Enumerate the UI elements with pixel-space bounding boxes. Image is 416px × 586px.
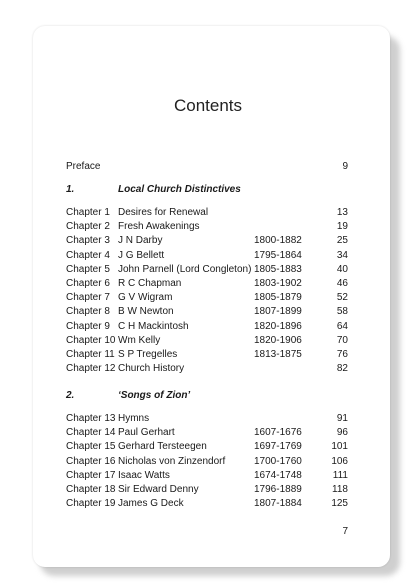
chapter-dates: 1807-1899 [254, 306, 302, 318]
chapter-label: Chapter 19 [66, 498, 116, 510]
chapter-label: Chapter 10 [66, 334, 116, 346]
toc-row [66, 455, 348, 469]
chapter-label: Chapter 11 [66, 349, 115, 360]
chapter-label: Chapter 12 [66, 363, 116, 375]
chapter-label: Chapter 6 [66, 278, 110, 289]
chapter-dates: 1795-1864 [254, 249, 302, 261]
section-number: 2. [66, 390, 75, 401]
chapter-label: Chapter 5 [66, 263, 110, 275]
chapter-title: G V Wigram [118, 292, 173, 304]
chapter-page: 25 [336, 235, 348, 247]
chapter-dates: 1820-1896 [254, 320, 302, 332]
section-title: Local Church Distinctives [118, 184, 241, 195]
preface-label: Preface [66, 161, 101, 172]
chapter-dates: 1820-1906 [254, 334, 302, 346]
chapter-page: 96 [336, 427, 348, 439]
chapter-title: Church History [118, 363, 185, 375]
chapter-dates: 1796-1889 [254, 484, 302, 495]
chapter-dates: 1800-1882 [254, 235, 302, 247]
chapter-page: 52 [336, 292, 348, 304]
toc-row [66, 334, 348, 348]
toc-row [66, 412, 348, 426]
toc-row [66, 206, 348, 220]
chapter-label: Chapter 9 [66, 320, 110, 332]
chapter-dates: 1697-1769 [254, 441, 302, 453]
chapter-page: 106 [331, 455, 348, 467]
toc-row [66, 497, 348, 511]
chapter-title: J G Bellett [118, 249, 165, 261]
toc-row [66, 483, 348, 497]
toc-row [66, 320, 348, 334]
chapter-page: 40 [336, 263, 348, 275]
section-title: ‘Songs of Zion’ [118, 390, 191, 401]
contents-title: Contents [173, 96, 243, 115]
chapter-dates: 1805-1883 [254, 263, 302, 275]
chapter-label: Chapter 8 [66, 306, 110, 318]
toc-row [66, 291, 348, 305]
section-heading [66, 183, 348, 197]
chapter-title: Desires for Renewal [118, 207, 209, 218]
chapter-title: Paul Gerhart [118, 427, 175, 439]
chapter-dates: 1674-1748 [254, 469, 302, 481]
toc-row [66, 277, 348, 291]
chapter-page: 64 [336, 320, 348, 332]
chapter-page: 19 [336, 221, 348, 233]
chapter-title: Fresh Awakenings [118, 221, 200, 233]
chapter-label: Chapter 13 [66, 413, 116, 424]
chapter-title: John Parnell (Lord Congleton) [118, 263, 252, 275]
chapter-page: 118 [332, 484, 348, 495]
chapter-title: Gerhard Tersteegen [118, 441, 207, 453]
chapter-title: Isaac Watts [118, 469, 170, 481]
chapter-label: Chapter 16 [66, 455, 116, 467]
toc-row [66, 348, 348, 362]
toc-row [66, 469, 348, 483]
toc-row [66, 220, 348, 234]
chapter-page: 101 [331, 441, 348, 453]
page-number: 7 [342, 526, 348, 537]
toc-row [66, 249, 348, 263]
chapter-page: 46 [336, 278, 348, 289]
chapter-page: 125 [331, 498, 348, 510]
chapter-label: Chapter 4 [66, 249, 110, 261]
chapter-title: S P Tregelles [118, 349, 178, 360]
chapter-page: 58 [336, 306, 348, 318]
toc-row [66, 263, 348, 277]
chapter-label: Chapter 17 [66, 469, 116, 481]
chapter-label: Chapter 18 [66, 484, 116, 495]
chapter-page: 76 [336, 349, 348, 360]
preface-row [66, 160, 348, 174]
chapter-title: J N Darby [118, 235, 163, 247]
chapter-title: R C Chapman [118, 278, 182, 289]
chapter-title: C H Mackintosh [118, 320, 189, 332]
chapter-title: Hymns [118, 413, 150, 424]
chapter-page: 82 [336, 363, 348, 375]
chapter-title: Nicholas von Zinzendorf [118, 455, 226, 467]
chapter-label: Chapter 2 [66, 221, 110, 233]
toc-row [66, 426, 348, 440]
chapter-label: Chapter 3 [66, 235, 110, 247]
chapter-dates: 1813-1875 [254, 349, 302, 360]
chapter-label: Chapter 7 [66, 292, 110, 304]
chapter-dates: 1807-1884 [254, 498, 302, 510]
section-heading [66, 389, 348, 403]
toc-row [66, 305, 348, 319]
chapter-label: Chapter 1 [66, 207, 110, 218]
chapter-label: Chapter 15 [66, 441, 116, 453]
preface-page: 9 [342, 161, 348, 172]
chapter-page: 13 [336, 207, 348, 218]
chapter-dates: 1803-1902 [254, 278, 302, 289]
chapter-page: 34 [336, 249, 348, 261]
chapter-dates: 1607-1676 [254, 427, 302, 439]
chapter-title: Sir Edward Denny [118, 484, 199, 495]
toc-row [66, 234, 348, 248]
chapter-dates: 1805-1879 [254, 292, 302, 304]
chapter-dates: 1700-1760 [254, 455, 302, 467]
chapter-title: Wm Kelly [118, 334, 161, 346]
chapter-title: B W Newton [118, 306, 174, 318]
section-number: 1. [66, 184, 75, 195]
chapter-page: 111 [332, 469, 348, 481]
toc-row [66, 362, 348, 376]
chapter-title: James G Deck [118, 498, 184, 510]
chapter-label: Chapter 14 [66, 427, 116, 439]
chapter-page: 70 [336, 334, 348, 346]
chapter-page: 91 [336, 413, 348, 424]
toc-row [66, 440, 348, 454]
